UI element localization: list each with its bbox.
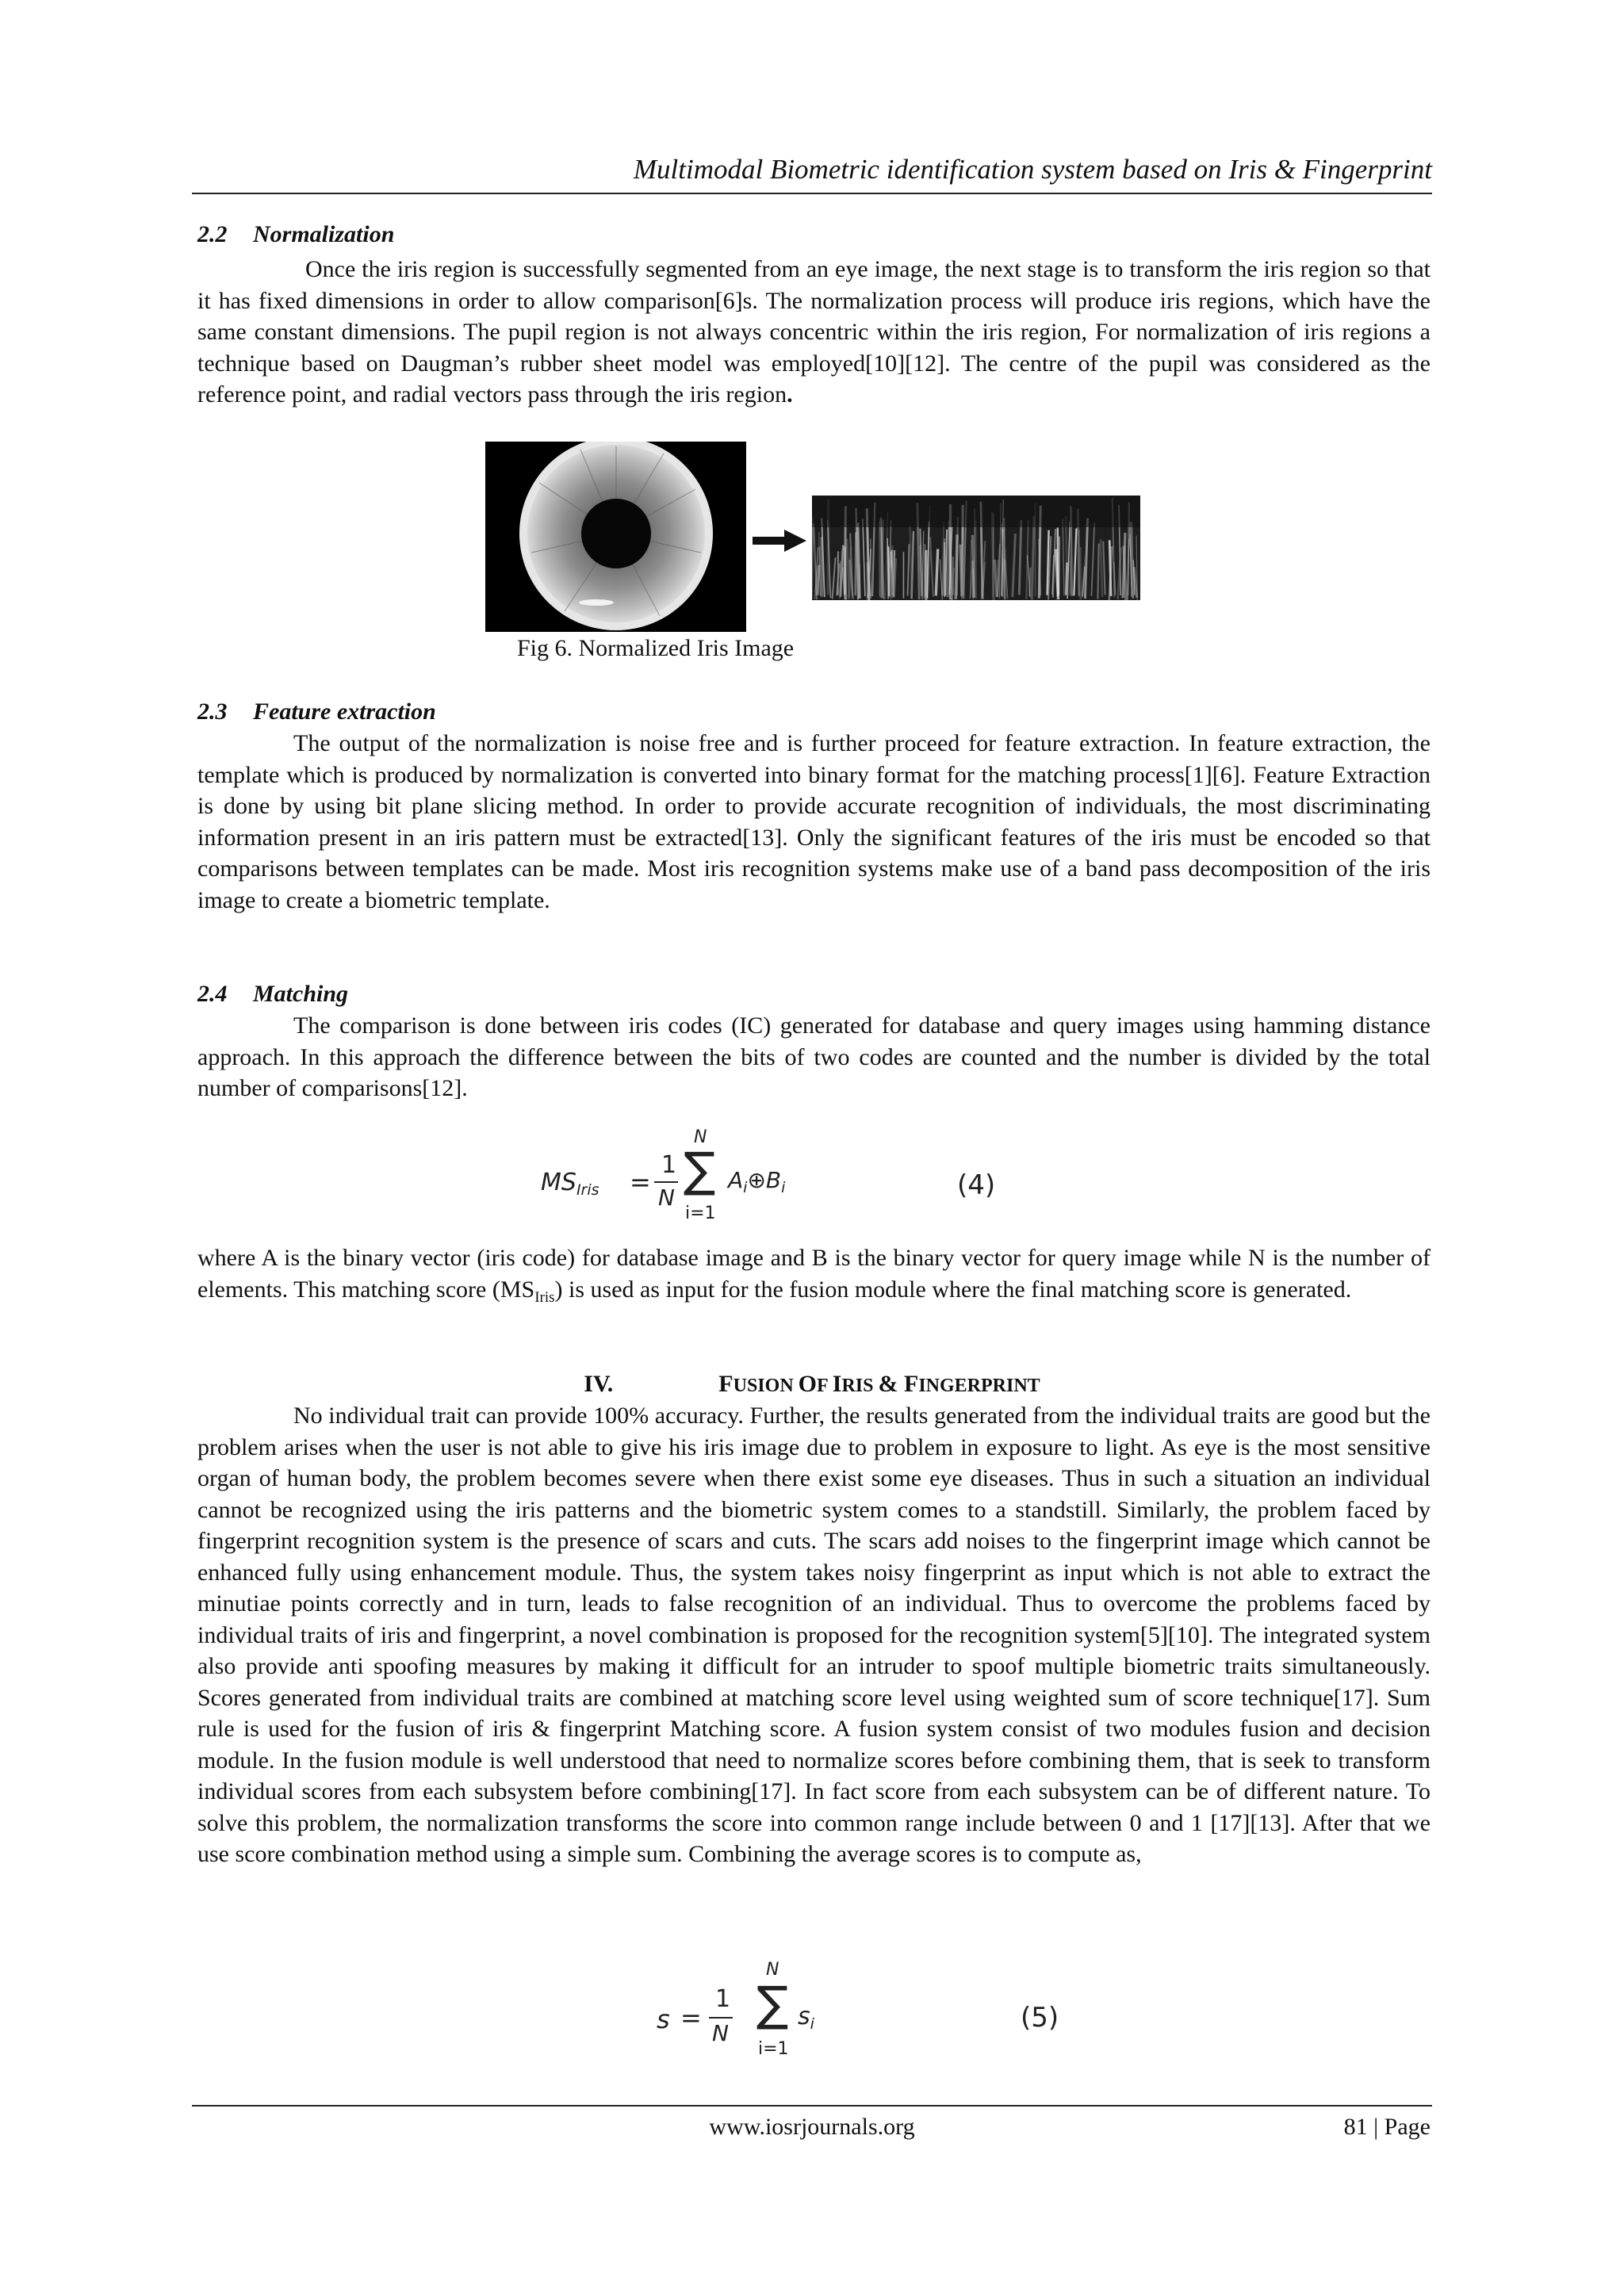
paragraph-feature-extraction: The output of the normalization is noise free and is further proceed for feature extraction. In feature extraction, the template which is produced by normalization is converted into binary format for the matching process[1][6]. Feature Extraction is done by using bit plane slicing method. In order to provide accurate recognition of individuals, the most discriminating information present in an iris pattern must be extracted[13]. Only the significant features of the iris must be encoded so that comparisons between templates can be made. Most iris recognition systems make use of a band pass decomposition of the iris image to create a biometric template. — [197, 730, 1431, 913]
paragraph-matching: The comparison is done between iris codes (IC) generated for database and query images using hamming distance approach. In this approach the difference between the bits of two codes are counted and the number is divided by the total number of comparisons[12]. — [197, 1012, 1431, 1101]
eq5-frac-numerator: 1 — [715, 1985, 731, 2013]
section-heading-fusion — [0, 1368, 1624, 1402]
eq5-lhs: s — [657, 2004, 670, 2034]
eq4-frac-numerator: 1 — [661, 1151, 677, 1179]
eq5-sum-lower: i=1 — [758, 2039, 789, 2059]
section-title: Matching — [253, 981, 349, 1007]
paragraph-normalization — [197, 254, 1431, 411]
arrow-right-icon — [753, 530, 806, 552]
section-roman-numeral: IV. — [584, 1371, 614, 1397]
equation-4 — [541, 1127, 858, 1238]
normalized-iris-strip — [812, 496, 1140, 600]
section-heading-normalization — [197, 219, 394, 251]
normalized-iris-graphic — [812, 496, 1140, 600]
section-title: Feature extraction — [253, 698, 436, 725]
equation-4-label: (4) — [957, 1169, 996, 1201]
eq4-sum-lower: i=1 — [685, 1203, 716, 1223]
paragraph-text: Once the iris region is successfully segmented from an eye image, the next stage is to transform the iris region so that it has fixed dimensions in order to allow comparison[6]s. The normalization process will produce iris regions, which have the same constant dimensions. The pupil region is not always concentric within the iris region, For normalization of iris regions a technique based on Daugman’s rubber sheet model was employed[10][12]. The centre of the pupil was considered as the reference point, and radial vectors pass through the iris region — [197, 256, 1431, 408]
section-title-fusion: FUSION OF IRIS & FINGERPRINT — [718, 1371, 1040, 1397]
paragraph-matching-continued: where A is the binary vector (iris code) for database image and B is the binary vector for query image while N is the number of elements. This matching score $(MS_{Iris})$ is used as input for the fusion module where the final matching score is generated. — [197, 1245, 1431, 1306]
eq4-frac-denominator: N — [658, 1184, 675, 1211]
header-rule — [192, 193, 1432, 194]
eq5-frac-denominator: N — [712, 2020, 729, 2046]
eq4-lhs: $MS_{Iris}$ — [541, 1169, 599, 1199]
eq4-frac-bar — [654, 1181, 678, 1183]
paragraph-period: . — [787, 381, 793, 408]
section-number: 2.3 — [197, 698, 228, 725]
sum-sigma-icon: ∑ — [684, 1142, 716, 1198]
figure-caption: Fig 6. Normalized Iris Image — [517, 635, 795, 661]
eye-image — [485, 442, 746, 632]
section-heading-matching — [197, 978, 348, 1010]
eye-image-graphic — [485, 442, 746, 632]
eq5-equals: = — [680, 2003, 702, 2033]
eq5-sum-upper: N — [766, 1960, 779, 1980]
sum-sigma-icon: ∑ — [756, 1976, 789, 2032]
eq4-sum-upper: N — [694, 1127, 707, 1147]
section-heading-feature-extraction — [197, 696, 436, 728]
eq5-term: $s_i$ — [798, 2003, 814, 2033]
paragraph-fusion: No individual trait can provide 100% accuracy. Further, the results generated from the individual traits are good but the problem arises when the user is not able to give his iris image due to problem in exposure to light. As eye is the most sensitive organ of human body, the problem becomes severe when there exist some eye diseases. Thus in such a situation an individual cannot be recognized using the iris patterns and the biometric system comes to a standstill. Similarly, the problem faced by fingerprint recognition system is the presence of scars and cuts. The scars add noises to the fingerprint image which cannot be enhanced fully using enhancement module. Thus, the system takes noisy fingerprint as input which is not able to extract the minutiae points correctly and in turn, leads to false recognition of an individual. Thus to overcome the problems faced by individual traits of iris and fingerprint, a novel combination is proposed for the recognition system[5][10]. The integrated system also provide anti spoofing measures by making it difficult for an intruder to spoof multiple biometric traits simultaneously. Scores generated from individual traits are combined at matching score level using weighted sum of score technique[17]. Sum rule is used for the fusion of iris & fingerprint Matching score. A fusion system consist of two modules fusion and decision module. In the fusion module is well understood that need to normalize scores before combining them, that is seek to transform individual scores from each subsystem before combining[17]. In fact score from each subsystem can be of different nature. To solve this problem, the normalization transforms the score into common range include between 0 and 1 [17][13]. After that we use score combination method using a simple sum. Combining the average scores is to compute as, — [197, 1402, 1431, 1867]
section-title: Normalization — [253, 221, 395, 247]
eq4-term: $A_i\oplus B_i$ — [728, 1167, 786, 1196]
footer-website: www.iosrjournals.org — [709, 2114, 915, 2140]
equation-5-label: (5) — [1021, 2002, 1059, 2034]
running-header: Multimodal Biometric identification system based on Iris & Fingerprint — [633, 154, 1432, 185]
equation-5 — [657, 1958, 894, 2077]
footer-page-number: 81 | Page — [1343, 2114, 1431, 2140]
section-number: 2.2 — [197, 221, 228, 247]
section-number: 2.4 — [197, 981, 228, 1007]
footer-rule — [192, 2105, 1432, 2107]
eq4-equals: = — [630, 1167, 651, 1197]
eq5-frac-bar — [709, 2017, 733, 2019]
